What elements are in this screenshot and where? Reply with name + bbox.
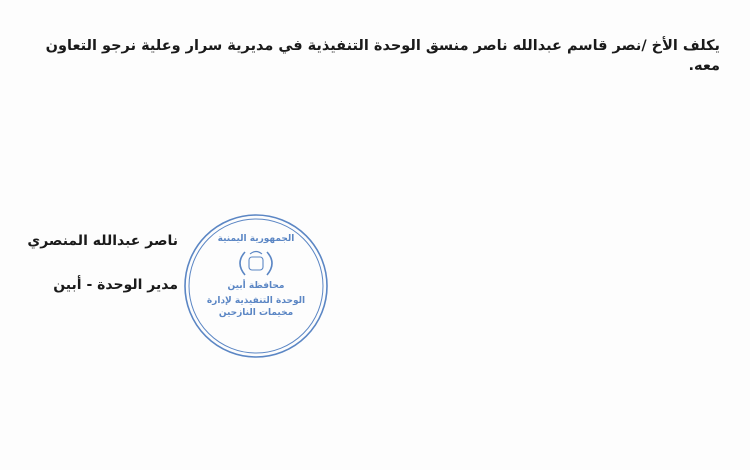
- stamp-outer-text: الوحدة التنفيذية لإدارة مخيمات النازحين: [206, 296, 306, 318]
- stamp-content: [197, 233, 315, 343]
- stamp-top-text: الجمهورية اليمنية: [217, 234, 295, 244]
- letter-body: يكلف الأخ /نصر قاسم عبدالله ناصر منسق الوحدة التنفيذية في مديرية سرار وعلية نرجو التعاون معه.: [45, 38, 720, 74]
- eagle-emblem-icon: [236, 248, 276, 278]
- signatory-title: مدير الوحدة - أبين: [53, 277, 178, 293]
- stamp-governorate-text: محافظة أبين: [227, 281, 285, 291]
- signatory-name: ناصر عبدالله المنصري: [27, 233, 178, 249]
- official-stamp: [183, 211, 329, 361]
